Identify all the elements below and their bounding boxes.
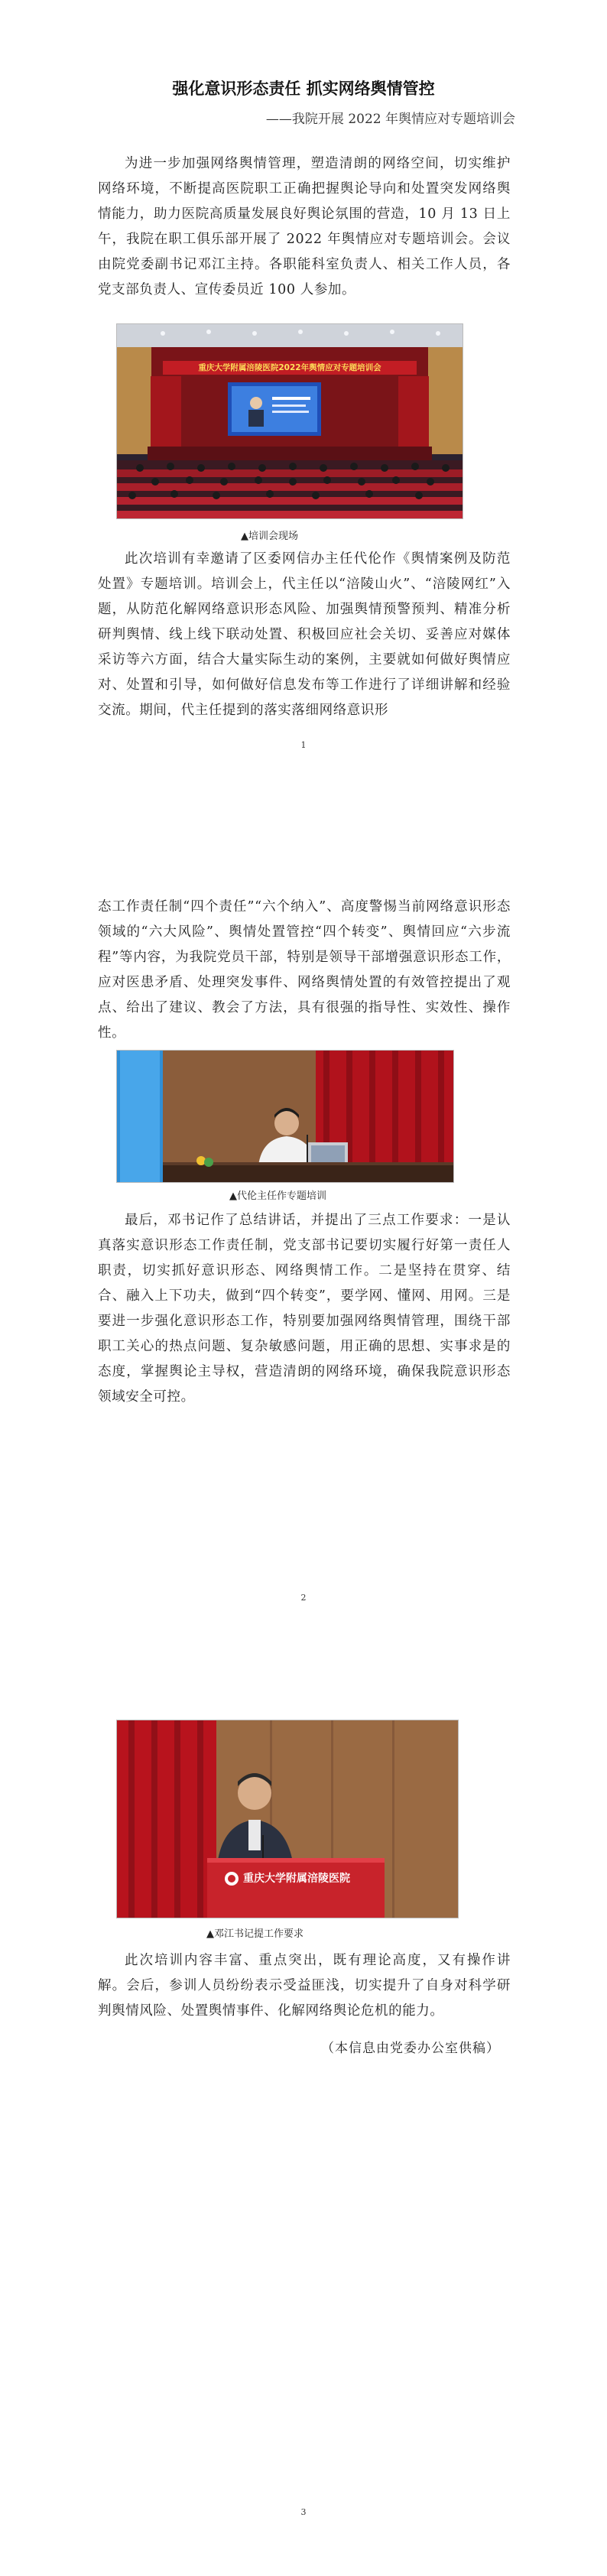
page-number: 1 bbox=[300, 740, 307, 750]
podium-sign-text: 重庆大学附属涪陵医院 bbox=[243, 1873, 350, 1885]
paragraph-requirements: 最后，邓书记作了总结讲话，并提出了三点工作要求：一是认真落实意识形态工作责任制，党支部书记要切实履行好第一责任人职责，切实抓好意识形态、网络舆情工作。二是坚持在贯穿、结合、融入上下功夫，做到“四个转变”，要学网、懂网、用网。三是要进一步强化意识形态工作，特别要加强网络舆情管理，围绕干部职工关心的热点问题、复杂敏感问题，用正确的思想、实事求是的态度，掌握舆论主导权，营造清朗的网络环境，确保我院意识形态领域安全可控。 bbox=[98, 1213, 511, 1405]
paragraph-summary: 此次培训内容丰富、重点突出，既有理论高度，又有操作讲解。会后，参训人员纷纷表示受益匪浅，切实提升了自身对科学研判舆情风险、处置舆情事件、化解网络舆论危机的能力。 bbox=[98, 1953, 511, 2019]
page-1 bbox=[0, 0, 607, 818]
venue-banner-text: 重庆大学附属涪陵医院2022年舆情应对专题培训会 bbox=[198, 363, 381, 372]
speech-illustration bbox=[117, 1720, 458, 1918]
training-venue-illustration bbox=[117, 324, 463, 518]
caption-speech: ▲邓江书记提工作要求 bbox=[206, 1928, 304, 1940]
paragraph-intro-block bbox=[98, 151, 511, 303]
paragraph-training-content: 此次培训有幸邀请了区委网信办主任代伦作《舆情案例及防范处置》专题培训。培训会上，代主任以“涪陵山火”、“涪陵网红”入题，从防范化解网络意识形态风险、加强舆情预警预判、精准分析研判舆情、线上线下联动处置、积极回应社会关切、妥善应对媒体采访等六方面，结合大量实际生动的案例，主要就如何做好舆情应对、处置和引导，如何做好信息发布等工作进行了详细讲解和经验交流。期间，代主任提到的落实落细网络意识形 bbox=[98, 551, 511, 718]
lecture-illustration bbox=[117, 1051, 453, 1182]
paragraph-summary-block bbox=[98, 1948, 511, 2024]
document-title: 强化意识形态责任 抓实网络舆情管控 bbox=[172, 80, 435, 98]
page-number: 2 bbox=[300, 1593, 307, 1603]
caption-lecture: ▲代伦主任作专题培训 bbox=[229, 1191, 326, 1202]
training-venue-photo bbox=[116, 323, 463, 519]
page-3 bbox=[0, 1717, 607, 2576]
source-note: （本信息由党委办公室供稿） bbox=[321, 2041, 500, 2056]
paragraph-responsibility: 态工作责任制“四个责任”“六个纳入”、高度警惕当前网络意识形态领域的“六大风险”、舆情处置管控“四个转变”、舆情回应“六步流程”等内容，为我院党员干部，特别是领导干部增强意识形态工作，应对医患矛盾、处理突发事件、网络舆情处置的有效管控提出了观点、给出了建议、教会了方法，具有很强的指导性、实效性、操作性。 bbox=[98, 899, 511, 1041]
paragraph-responsibility-block bbox=[98, 895, 511, 1046]
paragraph-training-block bbox=[98, 547, 511, 723]
paragraph-requirements-block bbox=[98, 1208, 511, 1410]
caption-training-venue: ▲培训会现场 bbox=[241, 531, 298, 542]
document-subtitle: ——我院开展 2022 年舆情应对专题培训会 bbox=[265, 112, 515, 127]
page-number: 3 bbox=[300, 2507, 307, 2517]
speech-photo bbox=[116, 1720, 459, 1918]
page-2 bbox=[0, 859, 607, 1662]
lecture-photo bbox=[116, 1050, 454, 1183]
paragraph-intro: 为进一步加强网络舆情管理，塑造清朗的网络空间，切实维护网络环境，不断提高医院职工正确把握舆论导向和处置突发网络舆情能力，助力医院高质量发展良好舆论氛围的营造，10 月 13 日上午，我院在职工俱乐部开展了 2022 年舆情应对专题培训会。会议由院党委副书记邓江主持。各职能科室负责人、相关工作人员，各党支部负责人、宣传委员近 100 人参加。 bbox=[98, 156, 511, 297]
